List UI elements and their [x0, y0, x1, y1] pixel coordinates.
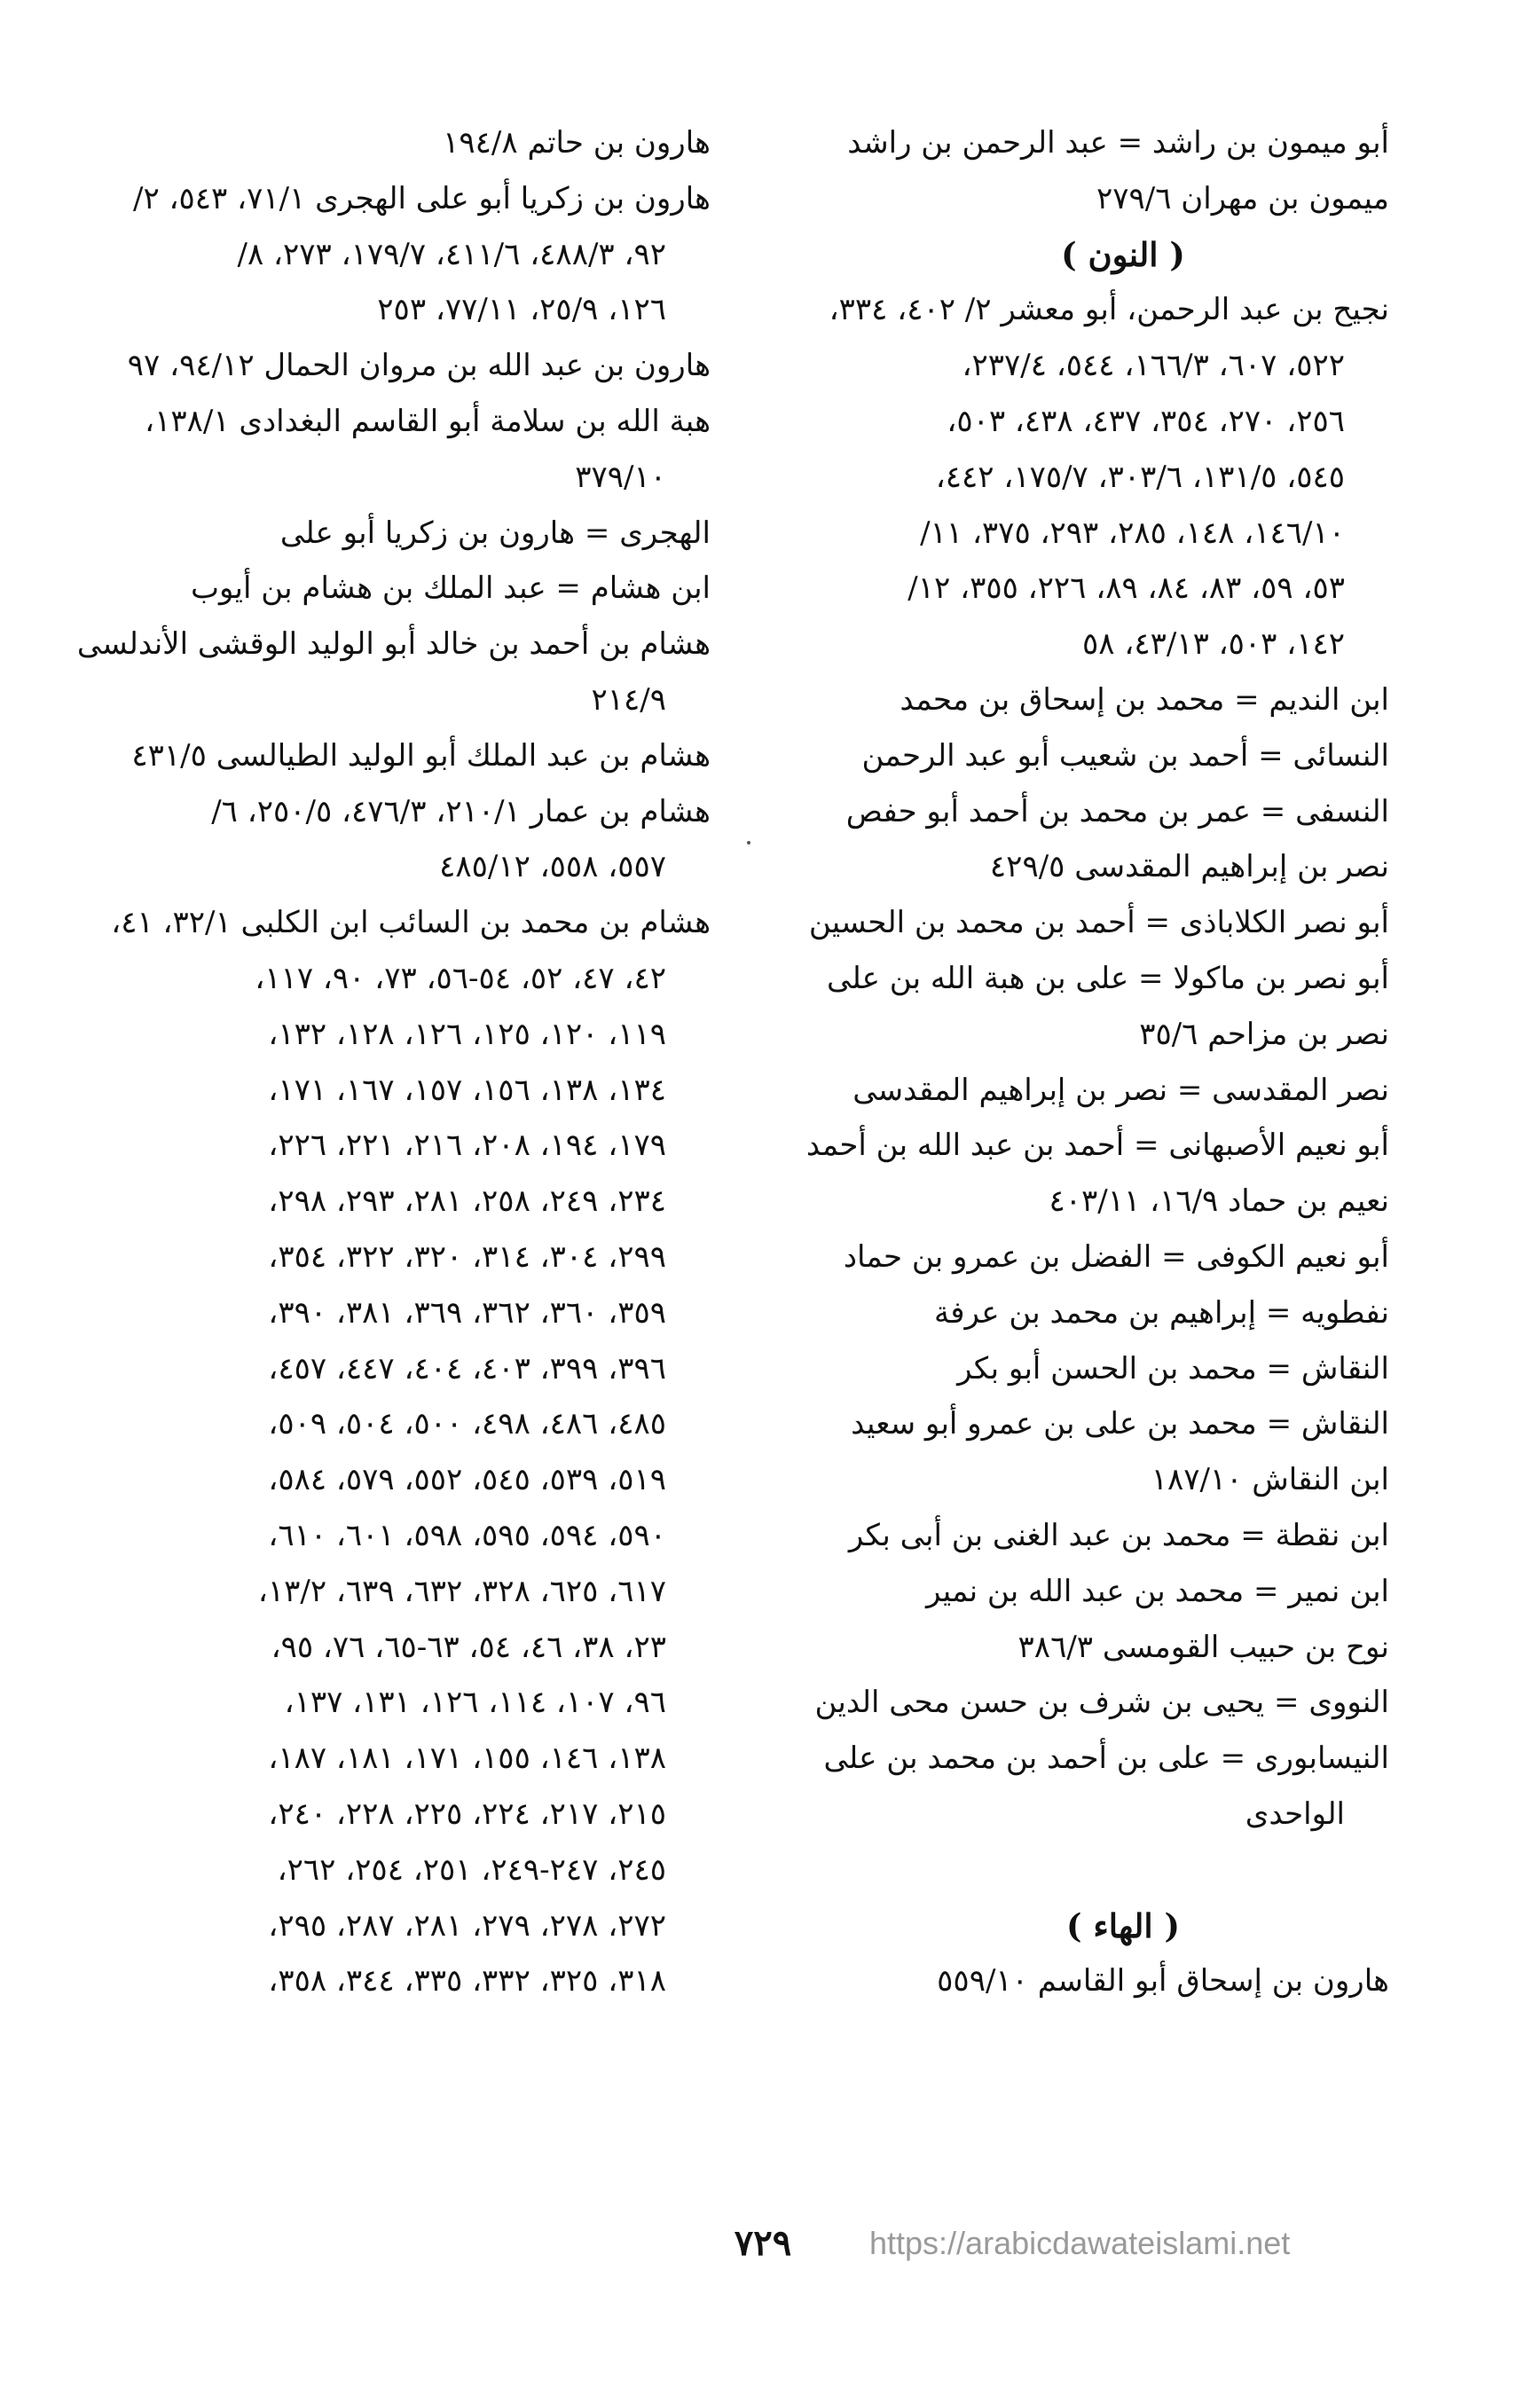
page-number: ٧٢٩: [734, 2222, 792, 2264]
index-entry: هشام بن عبد الملك أبو الوليد الطيالسى ٤٣١/٥: [131, 737, 711, 774]
index-entry: أبو نعيم الأصبهانى = أحمد بن عبد الله بن أحمد: [805, 1127, 1389, 1164]
index-entry: هارون بن زكريا أبو على الهجرى ٧١/١، ٥٤٣، ٢/: [133, 180, 711, 216]
index-entry-continuation: ٢١٤/٩: [591, 681, 666, 718]
index-entry: ابن نمير = محمد بن عبد الله بن نمير: [925, 1573, 1389, 1609]
index-entry: نفطويه = إبراهيم بن محمد بن عرفة: [934, 1294, 1389, 1331]
index-entry: أبو ميمون بن راشد = عبد الرحمن بن راشد: [847, 125, 1389, 161]
index-entry: أبو نصر بن ماكولا = على بن هبة الله بن على: [827, 960, 1389, 996]
watermark-url: https://arabicdawateislami.net: [869, 2225, 1291, 2261]
index-entry: ابن النقاش ١٨٧/١٠: [1151, 1462, 1389, 1498]
right-column: [759, 115, 1389, 2009]
index-entry: ابن النديم = محمد بن إسحاق بن محمد: [900, 681, 1389, 718]
index-entry-continuation: ١٣٤، ١٣٨، ١٥٦، ١٥٧، ١٦٧، ١٧١،: [268, 1072, 666, 1108]
index-entry-continuation: ٣١٨، ٣٢٥، ٣٣٢، ٣٣٥، ٣٤٤، ٣٥٨،: [268, 1963, 666, 1999]
index-entry-continuation: ٢٩٩، ٣٠٤، ٣١٤، ٣٢٠، ٣٢٢، ٣٥٤،: [268, 1238, 666, 1275]
index-entry: نصر بن إبراهيم المقدسى ٤٢٩/٥: [989, 849, 1389, 885]
index-entry-continuation: ٦١٧، ٦٢٥، ٣٢٨، ٦٣٢، ٦٣٩، ١٣/٢،: [257, 1573, 666, 1609]
index-entry: النيسابورى = على بن أحمد بن محمد بن على: [823, 1740, 1389, 1777]
index-entry: ميمون بن مهران ٢٧٩/٦: [1096, 180, 1389, 216]
index-entry: النقاش = محمد بن الحسن أبو بكر: [957, 1350, 1389, 1387]
stray-dot: [747, 841, 750, 845]
index-entry: النووى = يحيى بن شرف بن حسن محى الدين: [814, 1685, 1389, 1721]
index-entry-continuation: ٢٧٢، ٢٧٨، ٢٧٩، ٢٨١، ٢٨٧، ٢٩٥،: [268, 1907, 666, 1944]
left-column: [63, 115, 711, 2009]
index-entry-continuation: ١٢٦، ٢٥/٩، ٧٧/١١، ٢٥٣: [377, 292, 666, 328]
index-entry: أبو نصر الكلاباذى = أحمد بن محمد بن الحسين: [808, 905, 1389, 941]
index-entry: هارون بن عبد الله بن مروان الحمال ٩٤/١٢، ٩٧: [127, 348, 711, 384]
index-entry: نصر المقدسى = نصر بن إبراهيم المقدسى: [852, 1072, 1389, 1108]
section-heading: ( النون ): [1061, 234, 1185, 274]
index-entry-continuation: ٥٤٥، ١٣١/٥، ٣٠٣/٦، ١٧٥/٧، ٤٤٢،: [935, 459, 1345, 495]
index-entry: هارون بن إسحاق أبو القاسم ٥٥٩/١٠: [937, 1963, 1389, 1999]
index-entry-continuation: ٩٦، ١٠٧، ١١٤، ١٢٦، ١٣١، ١٣٧،: [284, 1685, 666, 1721]
index-entry-continuation: ٥٣، ٥٩، ٨٣، ٨٤، ٨٩، ٢٢٦، ٣٥٥، ١٢/: [908, 570, 1345, 607]
index-entry: نعيم بن حماد ١٦/٩، ٤٠٣/١١: [1049, 1183, 1389, 1220]
index-entry-continuation: ٣٧٩/١٠: [575, 459, 666, 495]
index-entry: هارون بن حاتم ١٩٤/٨: [443, 125, 711, 161]
index-entry-continuation: ٢٣٤، ٢٤٩، ٢٥٨، ٢٨١، ٢٩٣، ٢٩٨،: [268, 1183, 666, 1220]
index-entry: هشام بن أحمد بن خالد أبو الوليد الوقشى الأندلسى: [76, 626, 711, 663]
index-entry: النسفى = عمر بن محمد بن أحمد أبو حفص: [845, 793, 1389, 829]
index-entry-continuation: ٤٨٥، ٤٨٦، ٤٩٨، ٥٠٠، ٥٠٤، ٥٠٩،: [268, 1406, 666, 1442]
index-entry: هشام بن عمار ٢١٠/١، ٤٧٦/٣، ٢٥٠/٥، ٦/: [211, 793, 711, 829]
index-entry-continuation: ٣٩٦، ٣٩٩، ٤٠٣، ٤٠٤، ٤٤٧، ٤٥٧،: [268, 1350, 666, 1387]
index-entry-continuation: ٣٥٩، ٣٦٠، ٣٦٢، ٣٦٩، ٣٨١، ٣٩٠،: [268, 1294, 666, 1331]
index-entry: النقاش = محمد بن على بن عمرو أبو سعيد: [851, 1406, 1389, 1442]
index-entry-continuation: ٢٣، ٣٨، ٤٦، ٥٤، ٦٣-٦٥، ٧٦، ٩٥،: [271, 1629, 666, 1665]
index-entry: ابن نقطة = محمد بن عبد الغنى بن أبى بكر: [848, 1517, 1389, 1553]
index-entry-continuation: ٢١٥، ٢١٧، ٢٢٤، ٢٢٥، ٢٢٨، ٢٤٠،: [268, 1795, 666, 1832]
index-entry-continuation: ٩٢، ٤٨٨/٣، ٤١١/٦، ١٧٩/٧، ٢٧٣، ٨/: [237, 236, 666, 272]
section-heading: ( الهاء ): [1065, 1905, 1181, 1945]
index-entry: أبو نعيم الكوفى = الفضل بن عمرو بن حماد: [843, 1238, 1389, 1275]
index-entry: نصر بن مزاحم ٣٥/٦: [1139, 1016, 1389, 1052]
index-entry-continuation: الواحدى: [1245, 1795, 1345, 1832]
index-entry-continuation: ٥١٩، ٥٣٩، ٥٤٥، ٥٥٢، ٥٧٩، ٥٨٤،: [268, 1462, 666, 1498]
index-entry-continuation: ١٤٦/١٠، ١٤٨، ٢٨٥، ٢٩٣، ٣٧٥، ١١/: [920, 515, 1345, 551]
index-entry-continuation: ٤٢، ٤٧، ٥٢، ٥٤-٥٦، ٧٣، ٩٠، ١١٧،: [255, 960, 666, 996]
index-entry-continuation: ٥٥٧، ٥٥٨، ٤٨٥/١٢: [439, 849, 666, 885]
index-entry: النسائى = أحمد بن شعيب أبو عبد الرحمن: [861, 737, 1389, 774]
index-entry-continuation: ١٣٨، ١٤٦، ١٥٥، ١٧١، ١٨١، ١٨٧،: [268, 1740, 666, 1777]
index-entry: هشام بن محمد بن السائب ابن الكلبى ٣٢/١، ٤١،: [111, 905, 711, 941]
index-entry: ابن هشام = عبد الملك بن هشام بن أيوب: [190, 570, 711, 607]
index-entry: هبة الله بن سلامة أبو القاسم البغدادى ١٣٨/١،: [145, 403, 711, 439]
index-entry-continuation: ١٤٢، ٥٠٣، ٤٣/١٣، ٥٨: [1082, 626, 1345, 663]
index-entry: الهجرى = هارون بن زكريا أبو على: [279, 515, 711, 551]
index-entry: نوح بن حبيب القومسى ٣٨٦/٣: [1018, 1629, 1389, 1665]
index-entry-continuation: ٢٥٦، ٢٧٠، ٣٥٤، ٤٣٧، ٤٣٨، ٥٠٣،: [947, 403, 1345, 439]
spacer: [759, 1842, 1389, 1898]
index-entry-continuation: ٥٩٠، ٥٩٤، ٥٩٥، ٥٩٨، ٦٠١، ٦١٠،: [268, 1517, 666, 1553]
index-entry-continuation: ١٧٩، ١٩٤، ٢٠٨، ٢١٦، ٢٢١، ٢٢٦،: [268, 1127, 666, 1164]
index-entry: نجيح بن عبد الرحمن، أبو معشر ٢/ ٤٠٢، ٣٣٤،: [829, 292, 1389, 328]
index-entry-continuation: ٢٤٥، ٢٤٧-٢٤٩، ٢٥١، ٢٥٤، ٢٦٢،: [277, 1851, 666, 1888]
index-entry-continuation: ٥٢٢، ٦٠٧، ١٦٦/٣، ٥٤٤، ٢٣٧/٤،: [962, 348, 1345, 384]
index-entry-continuation: ١١٩، ١٢٠، ١٢٥، ١٢٦، ١٢٨، ١٣٢،: [268, 1016, 666, 1052]
